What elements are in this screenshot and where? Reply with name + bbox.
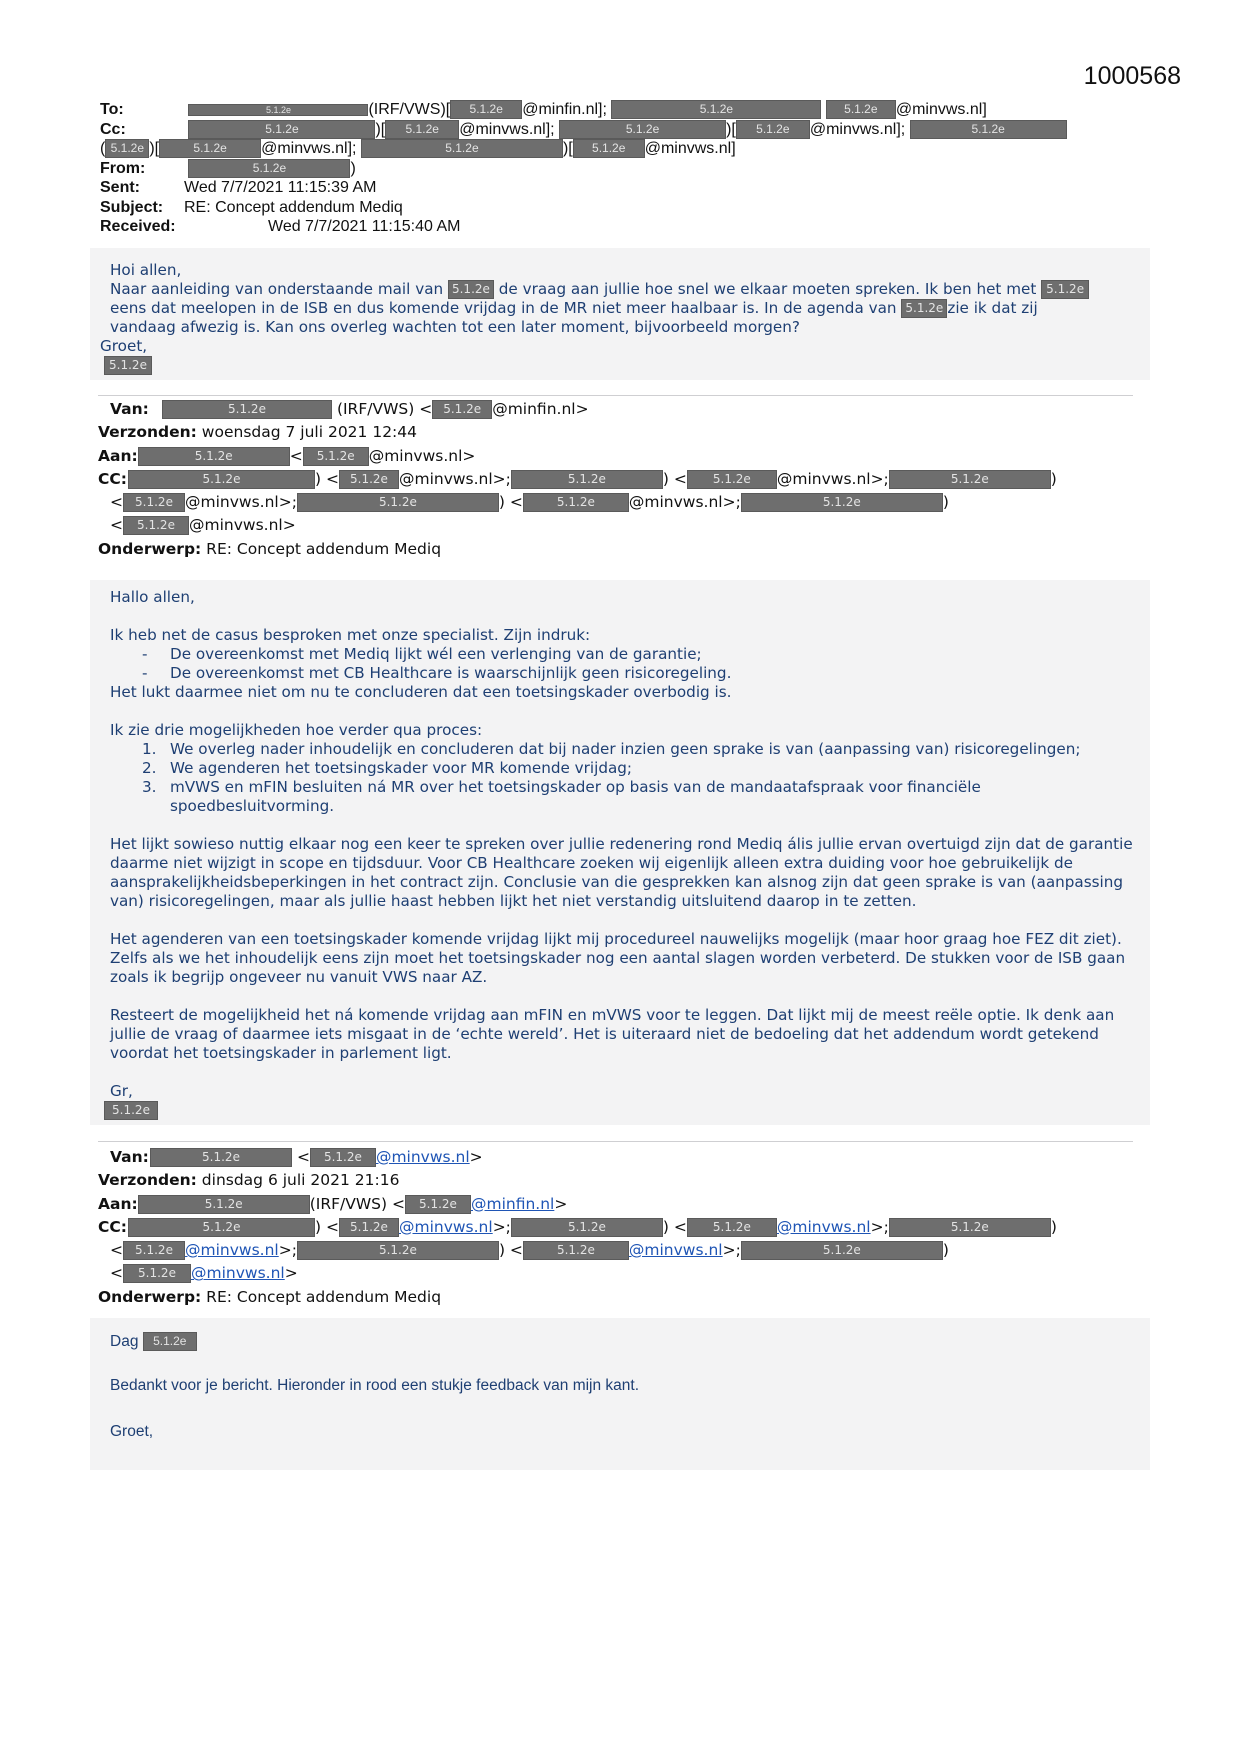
msg1-text: de vraag aan jullie hoe snel we elkaar moeten spreken. Ik ben het met xyxy=(498,280,1037,298)
msg2-text: Resteert de mogelijkheid het ná komende vrijdag aan mFIN en mVWS voor te leggen. Dat lijkt mij de meest reële optie. Ik denk aan jullie de vraag of daarmee iets misgaat in de ‘echte wereld’. Het is uiteraard niet de bedoeling dat het addendum wordt getekend voordat het toetsingskader in parlement ligt. xyxy=(110,1006,1115,1062)
cc-part: @minvws.nl]; xyxy=(809,120,906,138)
separator xyxy=(98,1141,1133,1142)
van-part: > xyxy=(469,1148,483,1166)
msg3-signoff: Groet, xyxy=(110,1423,154,1440)
onderwerp-label: Onderwerp: xyxy=(98,539,202,558)
cc-part: @minvws.nl]; xyxy=(459,120,555,138)
list-item: 2. We agenderen het toetsingskader voor MR komende vrijdag; xyxy=(142,759,633,777)
msg2-text: Het lijkt sowieso nuttig elkaar nog een keer te spreken over jullie redenering rond Mediq ális jullie ervan overtuigd zijn dat de garantie daarme niet wijzigt in scope en tijdsduur. Voor CB Healthcare zoeken wij eigenlijk alleen extra duiding voor hoe gebruikelijk de aansprakelijkheidsbeperkingen in het contract zijn. Conclusie van die gesprekken kan alsnog zijn dat geen sprake is van (aanpassing van) risicoregelingen, maar als jullie haast hebben lijkt het niet verstandig uitsluitend daarop in te zetten. xyxy=(110,835,1133,910)
redaction: 5.1.2e xyxy=(741,1241,943,1260)
cc-part: @minvws.nl]; xyxy=(261,140,357,157)
email-link[interactable]: @minvws.nl xyxy=(375,1148,470,1166)
redaction: 5.1.2e xyxy=(523,1241,629,1260)
cc-part: @minvws.nl> xyxy=(189,516,296,535)
cc-label: CC: xyxy=(98,469,127,488)
cc-part: > xyxy=(284,1264,298,1283)
aan-part: @minvws.nl> xyxy=(368,446,476,465)
msg1-greeting: Hoi allen, xyxy=(110,261,182,279)
cc-part: @minvws.nl>; xyxy=(398,469,511,488)
message-3-body xyxy=(110,1332,1140,1442)
van-part: < xyxy=(296,1148,310,1166)
redaction: 5.1.2e xyxy=(104,356,152,375)
redaction: 5.1.2e xyxy=(123,493,185,512)
msg1-text: Naar aanleiding van onderstaande mail van xyxy=(110,280,444,298)
subject-value: RE: Concept addendum Mediq xyxy=(184,198,403,216)
redaction: 5.1.2e xyxy=(339,470,399,489)
redaction: 5.1.2e xyxy=(573,139,645,158)
redaction: 5.1.2e xyxy=(687,470,777,489)
redaction: 5.1.2e xyxy=(361,139,563,158)
cc-part: @minvws.nl>; xyxy=(628,493,741,512)
email-link[interactable]: @minvws.nl xyxy=(398,1217,493,1236)
msg2-signoff: Gr, xyxy=(110,1082,133,1100)
cc-part: @minvws.nl] xyxy=(644,140,736,157)
cc-part: ) < xyxy=(315,469,339,488)
verzonden-label: Verzonden: xyxy=(98,423,197,442)
redaction: 5.1.2e xyxy=(559,120,726,139)
to-row xyxy=(100,100,1067,120)
redaction: 5.1.2e xyxy=(511,1218,663,1237)
msg2-text: Ik zie drie mogelijkheden hoe verder qua proces: xyxy=(110,721,483,739)
cc-part: < xyxy=(110,493,123,512)
redaction: 5.1.2e xyxy=(736,120,810,139)
cc-part: )[ xyxy=(149,140,160,157)
cc-part: < xyxy=(110,516,123,535)
msg2-text: Het lukt daarmee niet om nu te concluderen dat een toetsingskader overbodig is. xyxy=(110,683,732,701)
cc-part: ) < xyxy=(315,1217,339,1236)
cc-part: >; xyxy=(870,1217,889,1236)
redaction: 5.1.2e xyxy=(159,139,261,158)
msg1-text: zie ik dat zij xyxy=(947,299,1038,317)
redaction: 5.1.2e xyxy=(297,1241,499,1260)
msg3-greeting: Dag xyxy=(110,1333,139,1350)
onderwerp-value: RE: Concept addendum Mediq xyxy=(206,1287,442,1306)
list-item: 3. mVWS en mFIN besluiten ná MR over het toetsingskader op basis van de mandaatafspraak voor financiële spoedbesluitvorming. xyxy=(142,778,981,815)
redaction: 5.1.2e xyxy=(385,120,459,139)
cc-part: )[ xyxy=(375,120,386,138)
redaction: 5.1.2e xyxy=(150,1148,292,1167)
redaction: 5.1.2e xyxy=(826,100,896,119)
aan-label: Aan: xyxy=(98,446,138,465)
cc-label: Cc: xyxy=(100,120,126,138)
aan-part: > xyxy=(554,1194,568,1213)
received-label: Received: xyxy=(100,218,176,235)
redaction: 5.1.2e xyxy=(910,120,1067,139)
cc-part: )[ xyxy=(726,120,736,138)
aan-part: (IRF/VWS) < xyxy=(309,1194,405,1213)
redaction: 5.1.2e xyxy=(511,470,663,489)
sent-label: Sent: xyxy=(100,179,140,196)
aan-part: < xyxy=(289,446,303,465)
verzonden-value: dinsdag 6 juli 2021 21:16 xyxy=(201,1171,400,1190)
redaction: 5.1.2e xyxy=(128,470,315,489)
redaction: 5.1.2e xyxy=(123,1264,191,1283)
redaction: 5.1.2e xyxy=(901,299,947,318)
redaction: 5.1.2e xyxy=(741,493,943,512)
cc-part: ) < xyxy=(498,1241,523,1260)
cc-part: < xyxy=(110,1264,123,1283)
verzonden-value: woensdag 7 juli 2021 12:44 xyxy=(201,423,417,442)
redaction: 5.1.2e xyxy=(188,120,375,139)
document-number: 1000568 xyxy=(1083,62,1181,90)
redaction: 5.1.2e xyxy=(303,447,369,466)
van-label: Van: xyxy=(110,1148,149,1166)
list-item: - De overeenkomst met Mediq lijkt wél een verlenging van de garantie; xyxy=(142,645,702,663)
cc-part: @minvws.nl>; xyxy=(185,493,297,512)
list-item: - De overeenkomst met CB Healthcare is waarschijnlijk geen risicoregeling. xyxy=(142,664,732,682)
from-label: From: xyxy=(100,159,146,177)
cc-part: < xyxy=(110,1241,123,1260)
msg3-text: Bedankt voor je bericht. Hieronder in rood een stukje feedback van mijn kant. xyxy=(110,1377,640,1394)
message-2-header xyxy=(98,398,1057,561)
cc-part: ) xyxy=(942,493,949,512)
redaction: 5.1.2e xyxy=(123,1241,185,1260)
subject-label: Subject: xyxy=(100,198,164,216)
redaction: 5.1.2e xyxy=(405,1195,471,1214)
cc-part: >; xyxy=(492,1217,511,1236)
sent-value: Wed 7/7/2021 11:15:39 AM xyxy=(184,179,377,196)
redaction: 5.1.2e xyxy=(123,516,189,535)
cc-part: ) xyxy=(942,1241,949,1260)
redaction: 5.1.2e xyxy=(1041,280,1089,299)
email-header xyxy=(100,100,1067,237)
email-link[interactable]: @minvws.nl xyxy=(185,1241,279,1260)
redaction: 5.1.2e xyxy=(611,100,821,119)
to-part: @minfin.nl]; xyxy=(522,101,607,118)
message-2-body xyxy=(110,588,1140,1120)
redaction: 5.1.2e xyxy=(889,1218,1051,1237)
redaction: 5.1.2e xyxy=(138,1195,310,1214)
cc-part: ) < xyxy=(662,1217,687,1236)
redaction: 5.1.2e xyxy=(188,159,350,178)
to-part: (IRF/VWS)[ xyxy=(368,101,451,118)
list-item: 1. We overleg nader inhoudelijk en concluderen dat bij nader inzien geen sprake is van (aanpassing van) risicoregelingen; xyxy=(142,740,1081,758)
cc-part: ) < xyxy=(662,469,687,488)
msg2-text: Het agenderen van een toetsingskader komende vrijdag lijkt mij procedureel nauwelijks mogelijk (maar hoor graag hoe FEZ dit ziet). Zelfs als we het inhoudelijk eens zijn moet het toetsingskader nog een aantal slagen worden verbeterd. De stukken voor de ISB gaan zoals ik begrijp ongeveer nu vanuit VWS naar AZ. xyxy=(110,930,1126,986)
cc-part: ) < xyxy=(498,493,523,512)
van-part: (IRF/VWS) < xyxy=(336,400,433,418)
aan-label: Aan: xyxy=(98,1194,138,1213)
to-part: @minvws.nl] xyxy=(895,101,987,118)
message-1-body xyxy=(100,261,1140,375)
sent-row xyxy=(100,178,1067,198)
redaction: 5.1.2e xyxy=(162,400,332,419)
cc-part: >; xyxy=(278,1241,297,1260)
redaction: 5.1.2e xyxy=(523,493,629,512)
cc-row-2 xyxy=(100,139,1067,159)
onderwerp-label: Onderwerp: xyxy=(98,1287,202,1306)
redaction: 5.1.2e xyxy=(297,493,499,512)
redaction: 5.1.2e xyxy=(448,280,494,299)
from-part: ) xyxy=(350,159,356,177)
redaction: 5.1.2e xyxy=(687,1218,777,1237)
redaction: 5.1.2e xyxy=(188,104,368,116)
email-link[interactable]: @minvws.nl xyxy=(776,1217,871,1236)
verzonden-label: Verzonden: xyxy=(98,1171,197,1190)
subject-row xyxy=(100,198,1067,218)
msg2-text: Ik heb net de casus besproken met onze specialist. Zijn indruk: xyxy=(110,626,591,644)
cc-part: ) xyxy=(1050,1217,1057,1236)
redaction: 5.1.2e xyxy=(889,470,1051,489)
redaction: 5.1.2e xyxy=(104,1101,158,1120)
cc-part: )[ xyxy=(562,140,573,157)
cc-label: CC: xyxy=(98,1217,127,1236)
cc-part: ) xyxy=(1050,469,1057,488)
redaction: 5.1.2e xyxy=(432,400,492,419)
van-part: @minfin.nl> xyxy=(492,400,589,418)
email-link[interactable]: @minfin.nl xyxy=(470,1194,555,1213)
msg1-signoff: Groet, xyxy=(100,337,148,355)
received-row xyxy=(100,217,1067,237)
from-row xyxy=(100,159,1067,179)
msg2-options xyxy=(110,740,1140,816)
cc-part: ( xyxy=(100,140,106,157)
redaction: 5.1.2e xyxy=(105,139,149,158)
redaction: 5.1.2e xyxy=(450,100,522,119)
redaction: 5.1.2e xyxy=(138,447,290,466)
cc-row xyxy=(100,120,1067,140)
msg2-greeting: Hallo allen, xyxy=(110,588,195,606)
redaction: 5.1.2e xyxy=(339,1218,399,1237)
redaction: 5.1.2e xyxy=(143,1332,197,1351)
to-label: To: xyxy=(100,101,124,118)
onderwerp-value: RE: Concept addendum Mediq xyxy=(206,539,442,558)
message-3-header xyxy=(98,1146,1057,1309)
cc-part: >; xyxy=(722,1241,741,1260)
msg1-text: eens dat meelopen in de ISB en dus komende vrijdag in de MR niet meer haalbaar is. In de agenda van xyxy=(110,299,897,317)
cc-part: @minvws.nl>; xyxy=(776,469,889,488)
email-link[interactable]: @minvws.nl xyxy=(628,1241,723,1260)
msg1-text: vandaag afwezig is. Kan ons overleg wachten tot een later moment, bijvoorbeeld morgen? xyxy=(110,318,800,336)
redaction: 5.1.2e xyxy=(310,1148,376,1167)
redaction: 5.1.2e xyxy=(128,1218,315,1237)
received-value: Wed 7/7/2021 11:15:40 AM xyxy=(268,218,461,235)
email-link[interactable]: @minvws.nl xyxy=(191,1264,285,1283)
msg2-bullets xyxy=(110,645,1140,683)
van-label: Van: xyxy=(110,400,149,418)
separator xyxy=(98,395,1133,396)
